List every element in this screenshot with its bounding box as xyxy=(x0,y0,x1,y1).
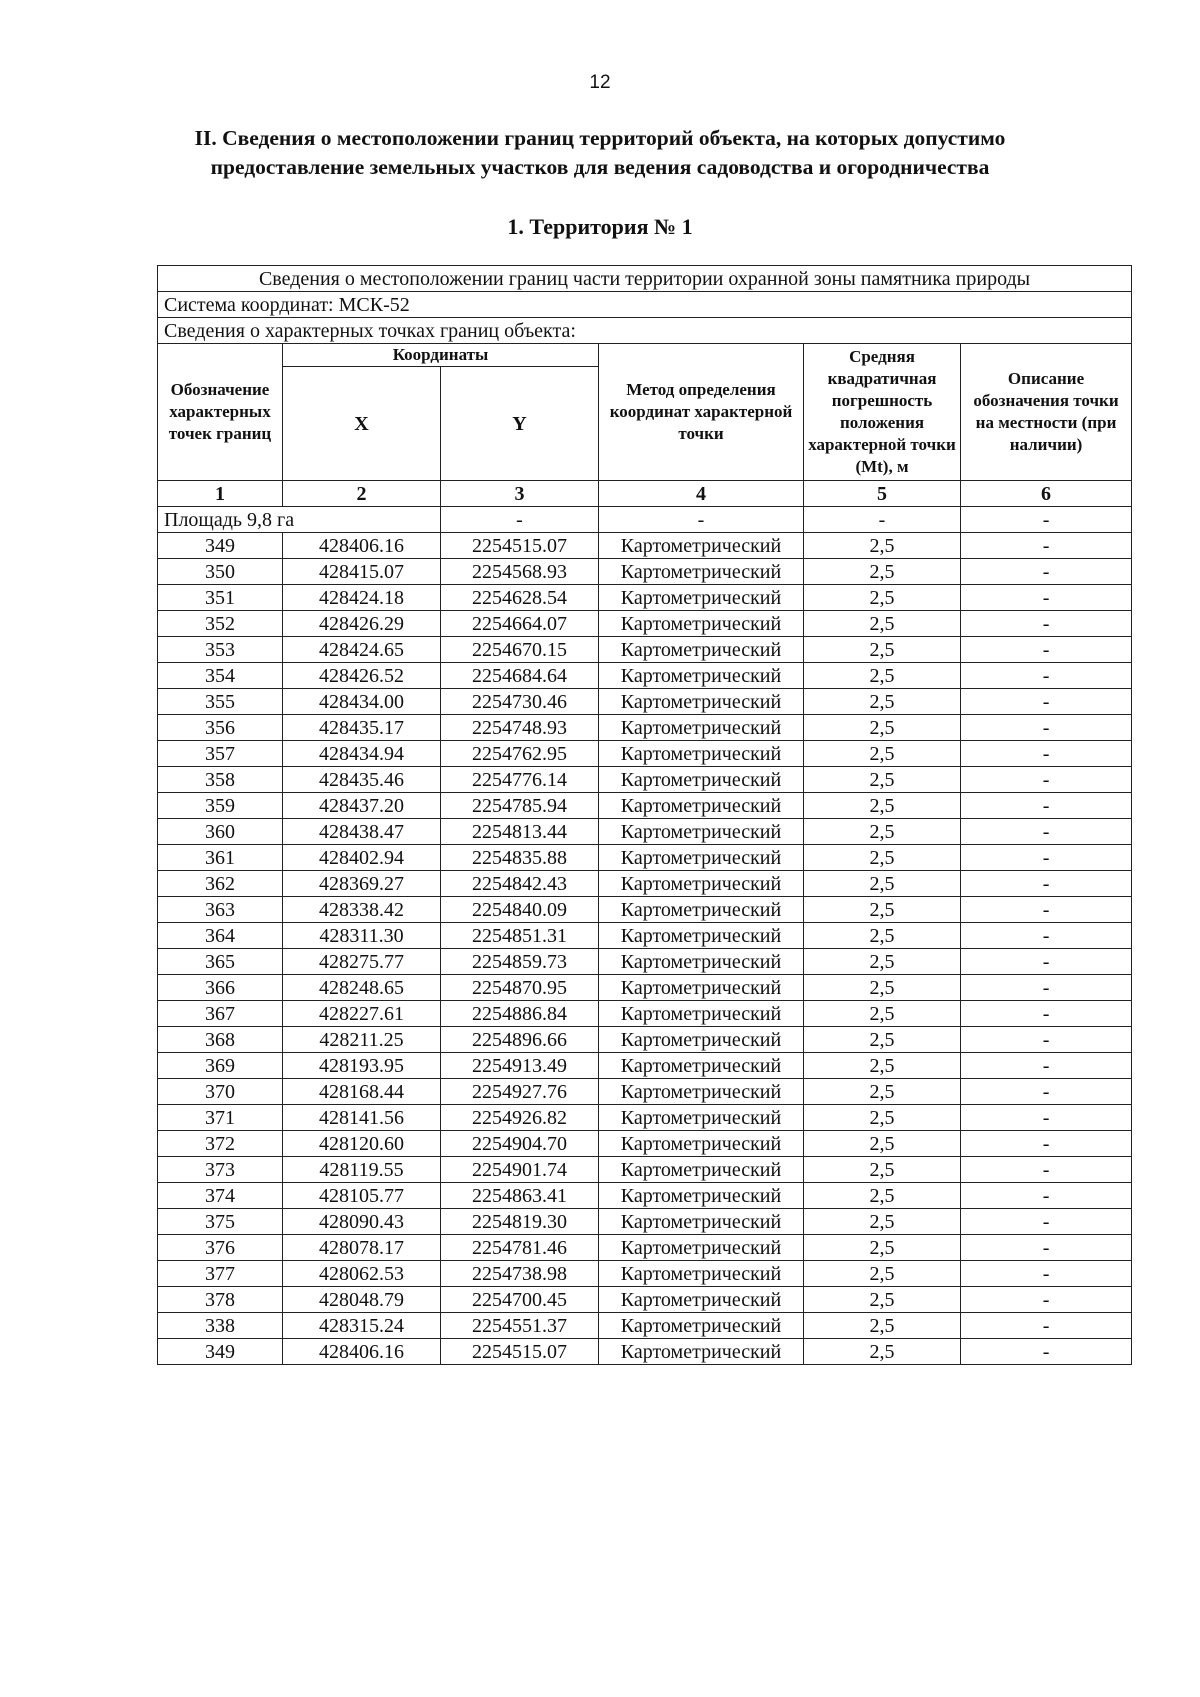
error-cell: 2,5 xyxy=(804,767,961,793)
coord-y-cell: 2254628.54 xyxy=(441,585,599,611)
area-label: Площадь 9,8 га xyxy=(158,507,441,533)
coord-x-cell: 428424.65 xyxy=(283,637,441,663)
method-cell: Картометрический xyxy=(599,1261,804,1287)
error-cell: 2,5 xyxy=(804,741,961,767)
description-cell: - xyxy=(961,1157,1132,1183)
table-row xyxy=(158,1209,1132,1235)
table-row xyxy=(158,845,1132,871)
point-id-cell: 376 xyxy=(158,1235,283,1261)
method-cell: Картометрический xyxy=(599,585,804,611)
point-id-cell: 338 xyxy=(158,1313,283,1339)
description-cell: - xyxy=(961,585,1132,611)
coord-x-cell: 428078.17 xyxy=(283,1235,441,1261)
description-cell: - xyxy=(961,1235,1132,1261)
coord-y-cell: 2254813.44 xyxy=(441,819,599,845)
area-row xyxy=(158,507,1132,533)
description-cell: - xyxy=(961,689,1132,715)
description-cell: - xyxy=(961,923,1132,949)
error-cell: 2,5 xyxy=(804,715,961,741)
coord-x-cell: 428438.47 xyxy=(283,819,441,845)
error-cell: 2,5 xyxy=(804,975,961,1001)
description-cell: - xyxy=(961,1053,1132,1079)
coord-x-cell: 428435.46 xyxy=(283,767,441,793)
error-cell: 2,5 xyxy=(804,1079,961,1105)
description-cell: - xyxy=(961,1131,1132,1157)
coord-x-cell: 428120.60 xyxy=(283,1131,441,1157)
description-cell: - xyxy=(961,871,1132,897)
coord-x-cell: 428437.20 xyxy=(283,793,441,819)
table-row xyxy=(158,767,1132,793)
method-cell: Картометрический xyxy=(599,559,804,585)
method-cell: Картометрический xyxy=(599,1209,804,1235)
method-cell: Картометрический xyxy=(599,689,804,715)
description-cell: - xyxy=(961,845,1132,871)
coord-y-cell: 2254730.46 xyxy=(441,689,599,715)
error-cell: 2,5 xyxy=(804,1105,961,1131)
method-cell: Картометрический xyxy=(599,1053,804,1079)
error-cell: 2,5 xyxy=(804,923,961,949)
point-id-cell: 359 xyxy=(158,793,283,819)
coord-x-cell: 428424.18 xyxy=(283,585,441,611)
table-row xyxy=(158,741,1132,767)
method-cell: Картометрический xyxy=(599,715,804,741)
coord-y-cell: 2254551.37 xyxy=(441,1313,599,1339)
coord-y-cell: 2254859.73 xyxy=(441,949,599,975)
coord-y-cell: 2254913.49 xyxy=(441,1053,599,1079)
area-cell: - xyxy=(441,507,599,533)
method-cell: Картометрический xyxy=(599,1157,804,1183)
coord-x-cell: 428338.42 xyxy=(283,897,441,923)
point-id-cell: 357 xyxy=(158,741,283,767)
coord-x-cell: 428435.17 xyxy=(283,715,441,741)
coord-x-cell: 428406.16 xyxy=(283,533,441,559)
coord-y-cell: 2254684.64 xyxy=(441,663,599,689)
method-cell: Картометрический xyxy=(599,871,804,897)
error-cell: 2,5 xyxy=(804,1209,961,1235)
coord-y-cell: 2254776.14 xyxy=(441,767,599,793)
section-heading: II. Сведения о местоположении границ территорий объекта, на которых допустимо предоставление земельных участков для ведения садоводства и огородничества xyxy=(194,126,1006,179)
table-row xyxy=(158,1131,1132,1157)
method-cell: Картометрический xyxy=(599,923,804,949)
coordinates-table xyxy=(157,265,1132,1365)
coord-y-cell: 2254840.09 xyxy=(441,897,599,923)
point-id-cell: 367 xyxy=(158,1001,283,1027)
table-row xyxy=(158,975,1132,1001)
method-cell: Картометрический xyxy=(599,1339,804,1365)
header-coordinates: Координаты xyxy=(283,344,599,367)
coord-y-cell: 2254927.76 xyxy=(441,1079,599,1105)
error-cell: 2,5 xyxy=(804,1183,961,1209)
table-row xyxy=(158,1105,1132,1131)
coord-y-cell: 2254863.41 xyxy=(441,1183,599,1209)
error-cell: 2,5 xyxy=(804,689,961,715)
coord-y-cell: 2254819.30 xyxy=(441,1209,599,1235)
point-id-cell: 355 xyxy=(158,689,283,715)
column-number: 4 xyxy=(599,481,804,507)
method-cell: Картометрический xyxy=(599,1001,804,1027)
description-cell: - xyxy=(961,975,1132,1001)
coord-y-cell: 2254886.84 xyxy=(441,1001,599,1027)
method-cell: Картометрический xyxy=(599,975,804,1001)
error-cell: 2,5 xyxy=(804,1235,961,1261)
header-y: Y xyxy=(441,367,599,481)
header-method: Метод определения координат характерной точки xyxy=(599,344,804,481)
point-id-cell: 373 xyxy=(158,1157,283,1183)
error-cell: 2,5 xyxy=(804,1261,961,1287)
error-cell: 2,5 xyxy=(804,559,961,585)
column-number: 2 xyxy=(283,481,441,507)
point-id-cell: 351 xyxy=(158,585,283,611)
point-id-cell: 374 xyxy=(158,1183,283,1209)
table-row xyxy=(158,1027,1132,1053)
error-cell: 2,5 xyxy=(804,819,961,845)
header-designation: Обозначение характерных точек границ xyxy=(158,344,283,481)
point-id-cell: 354 xyxy=(158,663,283,689)
error-cell: 2,5 xyxy=(804,845,961,871)
point-id-cell: 365 xyxy=(158,949,283,975)
coord-x-cell: 428048.79 xyxy=(283,1287,441,1313)
table-row xyxy=(158,1235,1132,1261)
description-cell: - xyxy=(961,741,1132,767)
point-id-cell: 349 xyxy=(158,533,283,559)
coord-y-cell: 2254515.07 xyxy=(441,1339,599,1365)
error-cell: 2,5 xyxy=(804,897,961,923)
description-cell: - xyxy=(961,819,1132,845)
error-cell: 2,5 xyxy=(804,1339,961,1365)
method-cell: Картометрический xyxy=(599,793,804,819)
coord-x-cell: 428090.43 xyxy=(283,1209,441,1235)
method-cell: Картометрический xyxy=(599,897,804,923)
column-number: 1 xyxy=(158,481,283,507)
point-id-cell: 356 xyxy=(158,715,283,741)
method-cell: Картометрический xyxy=(599,1313,804,1339)
method-cell: Картометрический xyxy=(599,637,804,663)
description-cell: - xyxy=(961,715,1132,741)
method-cell: Картометрический xyxy=(599,663,804,689)
coord-y-cell: 2254738.98 xyxy=(441,1261,599,1287)
description-cell: - xyxy=(961,1261,1132,1287)
coord-y-cell: 2254515.07 xyxy=(441,533,599,559)
coord-x-cell: 428248.65 xyxy=(283,975,441,1001)
error-cell: 2,5 xyxy=(804,1027,961,1053)
error-cell: 2,5 xyxy=(804,585,961,611)
coord-y-cell: 2254568.93 xyxy=(441,559,599,585)
point-id-cell: 364 xyxy=(158,923,283,949)
coord-x-cell: 428434.94 xyxy=(283,741,441,767)
coord-x-cell: 428211.25 xyxy=(283,1027,441,1053)
coord-x-cell: 428141.56 xyxy=(283,1105,441,1131)
coord-y-cell: 2254781.46 xyxy=(441,1235,599,1261)
coord-x-cell: 428311.30 xyxy=(283,923,441,949)
column-number: 3 xyxy=(441,481,599,507)
point-id-cell: 360 xyxy=(158,819,283,845)
point-id-cell: 368 xyxy=(158,1027,283,1053)
method-cell: Картометрический xyxy=(599,819,804,845)
points-caption: Сведения о характерных точках границ объекта: xyxy=(158,318,1132,344)
table-row xyxy=(158,559,1132,585)
coord-x-cell: 428369.27 xyxy=(283,871,441,897)
table-title: Сведения о местоположении границ части территории охранной зоны памятника природы xyxy=(158,266,1132,292)
coord-x-cell: 428227.61 xyxy=(283,1001,441,1027)
error-cell: 2,5 xyxy=(804,1131,961,1157)
description-cell: - xyxy=(961,1287,1132,1313)
error-cell: 2,5 xyxy=(804,611,961,637)
coord-y-cell: 2254664.07 xyxy=(441,611,599,637)
table-row xyxy=(158,1261,1132,1287)
coord-x-cell: 428406.16 xyxy=(283,1339,441,1365)
error-cell: 2,5 xyxy=(804,637,961,663)
method-cell: Картометрический xyxy=(599,767,804,793)
point-id-cell: 369 xyxy=(158,1053,283,1079)
table-row xyxy=(158,1079,1132,1105)
point-id-cell: 372 xyxy=(158,1131,283,1157)
header-error: Средняя квадратичная погрешность положения характерной точки (Mt), м xyxy=(804,344,961,481)
column-number: 5 xyxy=(804,481,961,507)
description-cell: - xyxy=(961,1209,1132,1235)
point-id-cell: 358 xyxy=(158,767,283,793)
point-id-cell: 352 xyxy=(158,611,283,637)
table-row xyxy=(158,897,1132,923)
coord-system: Система координат: МСК-52 xyxy=(158,292,1132,318)
method-cell: Картометрический xyxy=(599,1287,804,1313)
coord-x-cell: 428426.52 xyxy=(283,663,441,689)
description-cell: - xyxy=(961,1339,1132,1365)
point-id-cell: 350 xyxy=(158,559,283,585)
description-cell: - xyxy=(961,1183,1132,1209)
coord-y-cell: 2254870.95 xyxy=(441,975,599,1001)
page-number: 12 xyxy=(589,72,611,93)
territory-heading: 1. Территория № 1 xyxy=(507,214,693,239)
coord-y-cell: 2254904.70 xyxy=(441,1131,599,1157)
table-row xyxy=(158,585,1132,611)
coord-y-cell: 2254901.74 xyxy=(441,1157,599,1183)
area-cell: - xyxy=(804,507,961,533)
method-cell: Картометрический xyxy=(599,741,804,767)
coord-x-cell: 428119.55 xyxy=(283,1157,441,1183)
coord-x-cell: 428402.94 xyxy=(283,845,441,871)
table-row xyxy=(158,871,1132,897)
description-cell: - xyxy=(961,1079,1132,1105)
table-row xyxy=(158,1339,1132,1365)
error-cell: 2,5 xyxy=(804,533,961,559)
method-cell: Картометрический xyxy=(599,1079,804,1105)
coord-x-cell: 428062.53 xyxy=(283,1261,441,1287)
error-cell: 2,5 xyxy=(804,1157,961,1183)
description-cell: - xyxy=(961,767,1132,793)
method-cell: Картометрический xyxy=(599,1105,804,1131)
table-row xyxy=(158,1313,1132,1339)
method-cell: Картометрический xyxy=(599,1183,804,1209)
table-row xyxy=(158,715,1132,741)
table-row xyxy=(158,1287,1132,1313)
description-cell: - xyxy=(961,949,1132,975)
point-id-cell: 362 xyxy=(158,871,283,897)
point-id-cell: 349 xyxy=(158,1339,283,1365)
description-cell: - xyxy=(961,793,1132,819)
description-cell: - xyxy=(961,1027,1132,1053)
coord-x-cell: 428315.24 xyxy=(283,1313,441,1339)
description-cell: - xyxy=(961,533,1132,559)
method-cell: Картометрический xyxy=(599,1027,804,1053)
description-cell: - xyxy=(961,1313,1132,1339)
error-cell: 2,5 xyxy=(804,1313,961,1339)
coord-x-cell: 428168.44 xyxy=(283,1079,441,1105)
point-id-cell: 370 xyxy=(158,1079,283,1105)
coord-x-cell: 428415.07 xyxy=(283,559,441,585)
point-id-cell: 377 xyxy=(158,1261,283,1287)
description-cell: - xyxy=(961,559,1132,585)
method-cell: Картометрический xyxy=(599,611,804,637)
error-cell: 2,5 xyxy=(804,949,961,975)
description-cell: - xyxy=(961,611,1132,637)
coord-y-cell: 2254835.88 xyxy=(441,845,599,871)
point-id-cell: 353 xyxy=(158,637,283,663)
header-x: X xyxy=(283,367,441,481)
coord-x-cell: 428105.77 xyxy=(283,1183,441,1209)
point-id-cell: 378 xyxy=(158,1287,283,1313)
table-row xyxy=(158,1053,1132,1079)
description-cell: - xyxy=(961,637,1132,663)
coord-x-cell: 428193.95 xyxy=(283,1053,441,1079)
table-row xyxy=(158,923,1132,949)
table-row xyxy=(158,1001,1132,1027)
area-cell: - xyxy=(961,507,1132,533)
method-cell: Картометрический xyxy=(599,845,804,871)
coord-y-cell: 2254700.45 xyxy=(441,1287,599,1313)
table-row xyxy=(158,663,1132,689)
error-cell: 2,5 xyxy=(804,1287,961,1313)
table-row xyxy=(158,1183,1132,1209)
table-row xyxy=(158,533,1132,559)
method-cell: Картометрический xyxy=(599,949,804,975)
table-row xyxy=(158,1157,1132,1183)
table-row xyxy=(158,949,1132,975)
method-cell: Картометрический xyxy=(599,533,804,559)
point-id-cell: 371 xyxy=(158,1105,283,1131)
coord-x-cell: 428434.00 xyxy=(283,689,441,715)
error-cell: 2,5 xyxy=(804,1001,961,1027)
coord-y-cell: 2254896.66 xyxy=(441,1027,599,1053)
description-cell: - xyxy=(961,663,1132,689)
column-number: 6 xyxy=(961,481,1132,507)
coord-y-cell: 2254842.43 xyxy=(441,871,599,897)
error-cell: 2,5 xyxy=(804,871,961,897)
coord-y-cell: 2254926.82 xyxy=(441,1105,599,1131)
point-id-cell: 363 xyxy=(158,897,283,923)
table-row xyxy=(158,611,1132,637)
method-cell: Картометрический xyxy=(599,1131,804,1157)
coord-y-cell: 2254748.93 xyxy=(441,715,599,741)
error-cell: 2,5 xyxy=(804,663,961,689)
point-id-cell: 361 xyxy=(158,845,283,871)
area-cell: - xyxy=(599,507,804,533)
table-row xyxy=(158,637,1132,663)
coord-y-cell: 2254670.15 xyxy=(441,637,599,663)
point-id-cell: 366 xyxy=(158,975,283,1001)
error-cell: 2,5 xyxy=(804,793,961,819)
coord-x-cell: 428426.29 xyxy=(283,611,441,637)
method-cell: Картометрический xyxy=(599,1235,804,1261)
coord-y-cell: 2254851.31 xyxy=(441,923,599,949)
error-cell: 2,5 xyxy=(804,1053,961,1079)
coord-y-cell: 2254785.94 xyxy=(441,793,599,819)
description-cell: - xyxy=(961,1001,1132,1027)
coord-x-cell: 428275.77 xyxy=(283,949,441,975)
description-cell: - xyxy=(961,1105,1132,1131)
table-row xyxy=(158,793,1132,819)
table-row xyxy=(158,819,1132,845)
table-row xyxy=(158,689,1132,715)
description-cell: - xyxy=(961,897,1132,923)
coord-y-cell: 2254762.95 xyxy=(441,741,599,767)
point-id-cell: 375 xyxy=(158,1209,283,1235)
header-description: Описание обозначения точки на местности (при наличии) xyxy=(961,344,1132,481)
